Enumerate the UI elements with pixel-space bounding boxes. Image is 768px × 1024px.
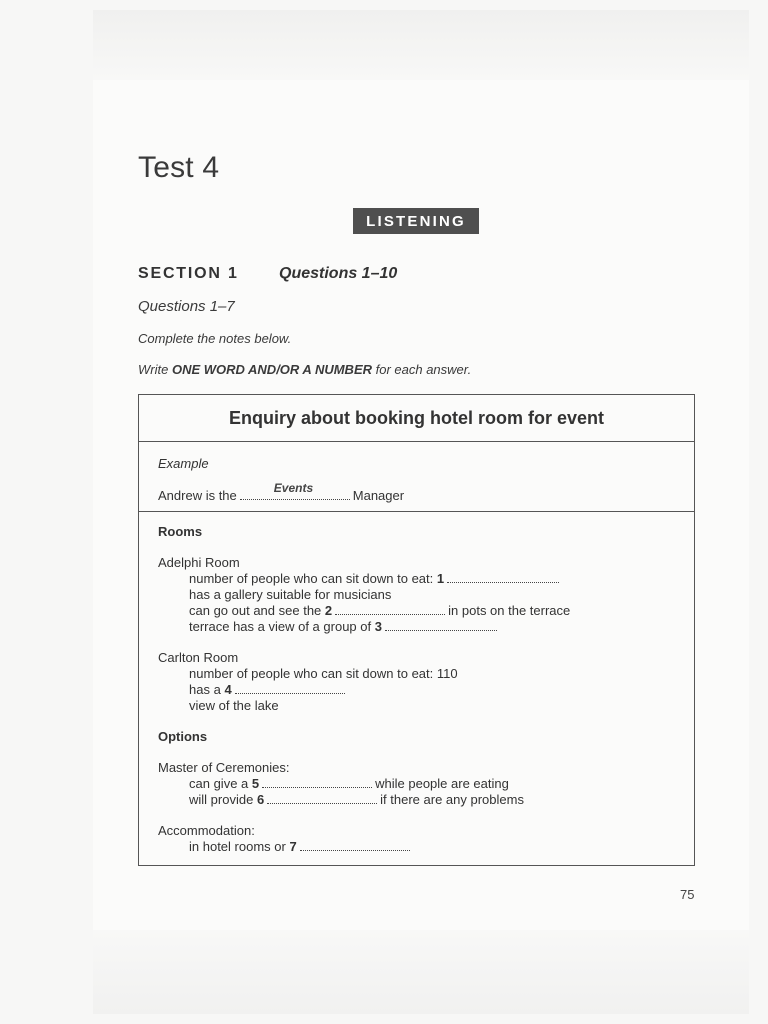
answer-blank-3[interactable] <box>385 620 497 631</box>
answer-blank-6[interactable] <box>267 793 377 804</box>
instruction-complete-notes: Complete the notes below. <box>138 331 292 346</box>
question-number-1: 1 <box>436 571 445 586</box>
section-label: SECTION 1 <box>138 265 239 282</box>
scan-shadow-top <box>93 10 749 80</box>
carlton-room-label: Carlton Room <box>158 650 239 665</box>
test-title: Test 4 <box>138 151 220 184</box>
carlton-line-1: number of people who can sit down to eat: 110 <box>189 666 458 681</box>
adelphi-line-2: has a gallery suitable for musicians <box>189 587 392 602</box>
example-blank <box>240 481 350 500</box>
notes-title: Enquiry about booking hotel room for event <box>139 395 694 442</box>
options-heading: Options <box>158 729 208 744</box>
page-number: 75 <box>680 887 695 902</box>
question-number-4: 4 <box>224 682 232 697</box>
question-number-6: 6 <box>256 792 265 807</box>
adelphi-line-3: can go out and see the 2 in pots on the terrace <box>189 603 571 618</box>
example-label: Example <box>158 456 209 471</box>
question-number-5: 5 <box>251 776 260 791</box>
example-answer: Events <box>273 481 314 495</box>
listening-badge: LISTENING <box>353 208 479 234</box>
instruction-word-limit: Write ONE WORD AND/OR A NUMBER for each answer. <box>138 362 472 377</box>
scan-shadow-bottom <box>93 930 749 1014</box>
moc-line-2: will provide 6 if there are any problems <box>189 792 524 807</box>
subquestions-range: Questions 1–7 <box>138 298 235 315</box>
question-number-2: 2 <box>324 603 333 618</box>
adelphi-line-4: terrace has a view of a group of 3 <box>189 619 500 635</box>
moc-label: Master of Ceremonies: <box>158 760 290 775</box>
section-questions-range: Questions 1–10 <box>279 265 398 282</box>
answer-blank-2[interactable] <box>335 604 445 615</box>
rooms-heading: Rooms <box>158 524 203 539</box>
accommodation-label: Accommodation: <box>158 823 255 838</box>
adelphi-line-1: number of people who can sit down to eat: 1 <box>189 571 562 587</box>
question-number-3: 3 <box>374 619 382 634</box>
moc-line-1: can give a 5 while people are eating <box>189 776 509 791</box>
example-block <box>139 442 694 512</box>
answer-blank-7[interactable] <box>300 840 410 851</box>
carlton-line-3: view of the lake <box>189 698 279 713</box>
adelphi-room-label: Adelphi Room <box>158 555 240 570</box>
answer-blank-4[interactable] <box>235 683 345 694</box>
accommodation-line-1: in hotel rooms or 7 <box>189 839 413 855</box>
carlton-line-2: has a 4 <box>189 682 348 698</box>
answer-blank-1[interactable] <box>447 572 559 583</box>
notes-box <box>138 394 695 866</box>
answer-blank-5[interactable] <box>262 777 372 788</box>
example-line: Andrew is the Events Manager <box>158 481 405 503</box>
question-number-7: 7 <box>289 839 297 854</box>
